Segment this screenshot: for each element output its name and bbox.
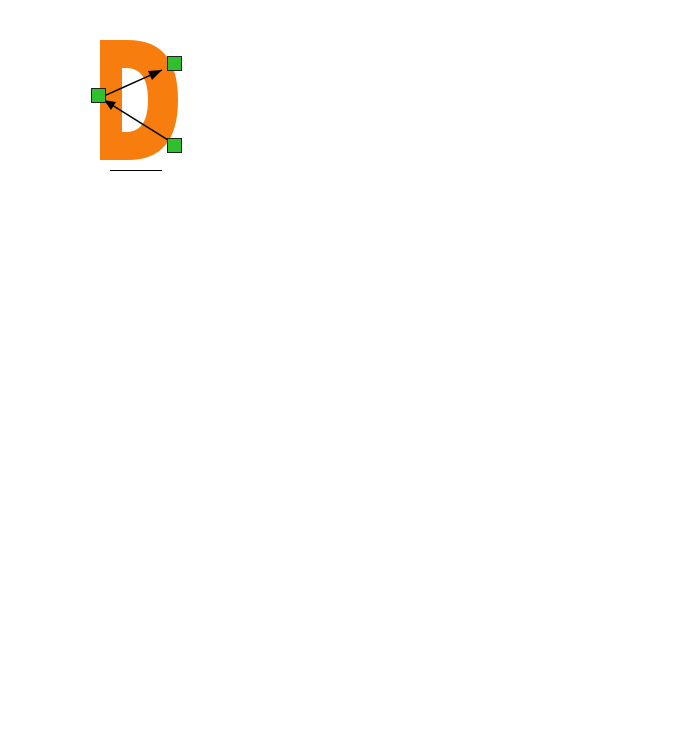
box-marker-4: [91, 88, 106, 103]
box-marker-7: [167, 138, 182, 153]
box-marker-2: [167, 56, 182, 71]
